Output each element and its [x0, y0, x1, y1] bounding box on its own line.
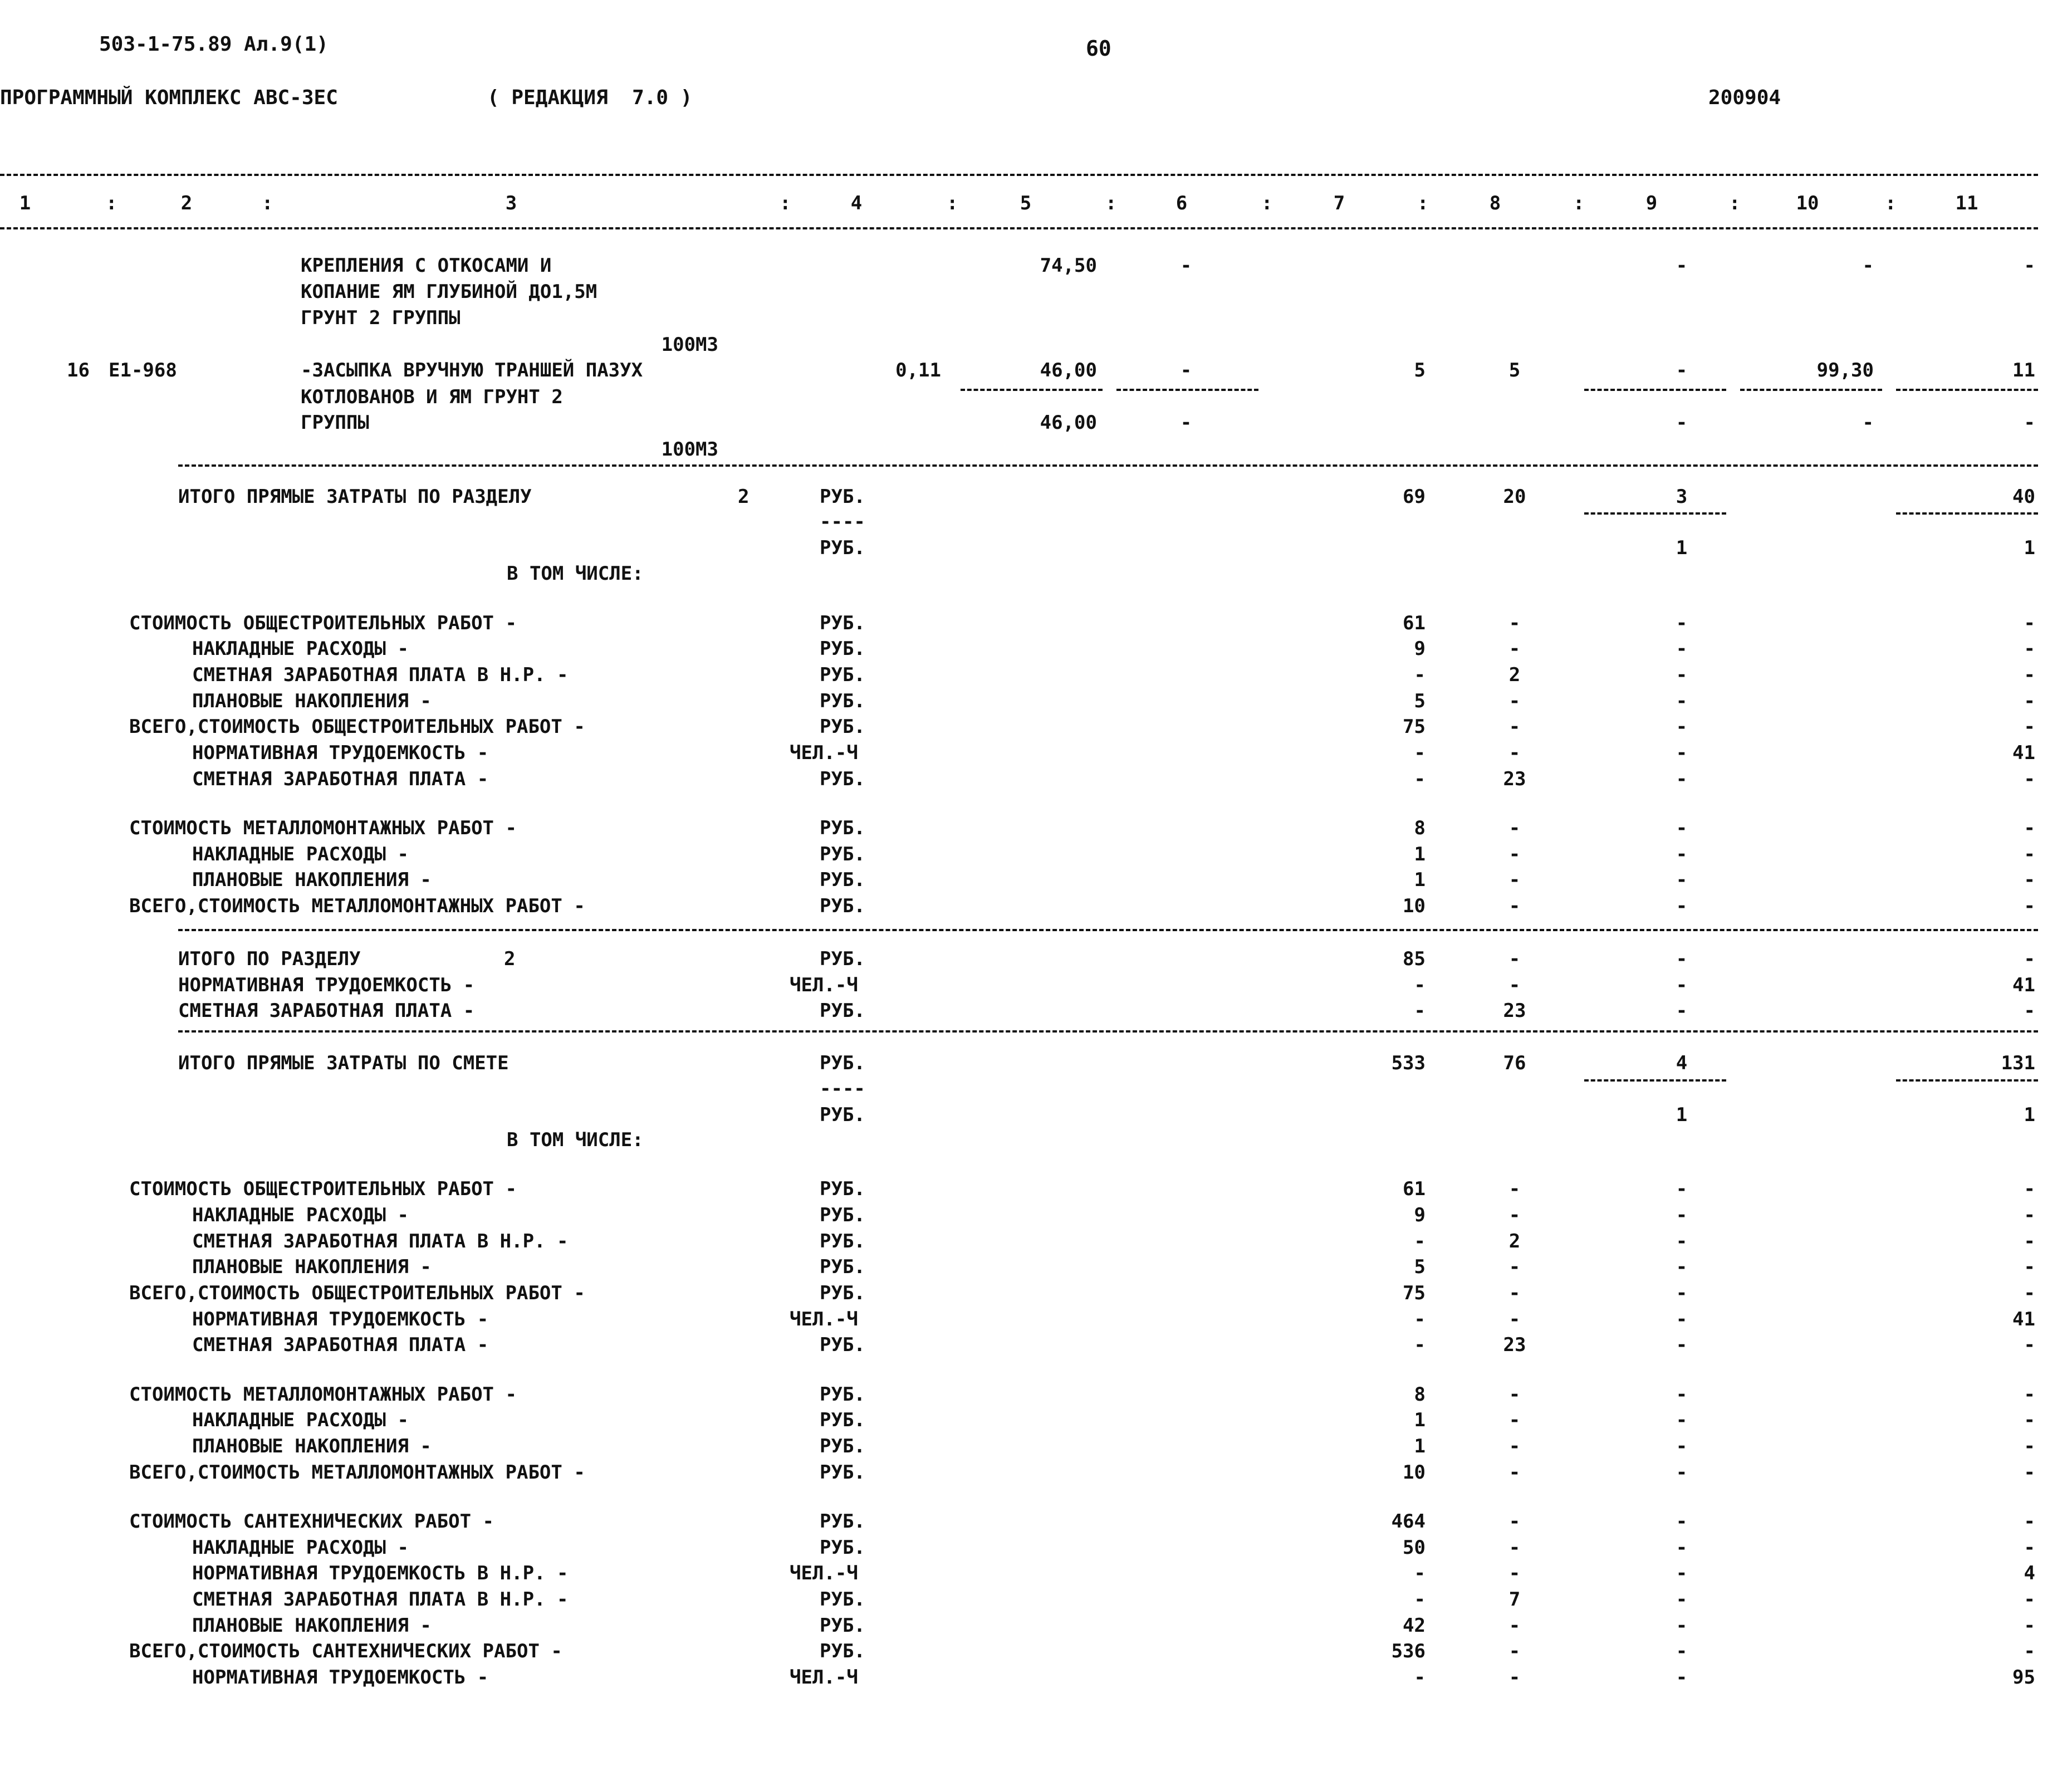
cell-l2: СМЕТНАЯ ЗАРАБОТНАЯ ПЛАТА -: [192, 768, 489, 790]
column-header-9: 9: [1645, 192, 1658, 214]
section-total-rule: [178, 929, 2038, 931]
cell-c8: -: [1508, 1204, 1521, 1226]
cell-u: РУБ.: [820, 1178, 865, 1200]
cell-c9: -: [1676, 1230, 1688, 1253]
subtotal-rule-col5: [961, 389, 1103, 391]
cell-c8: -: [1508, 1256, 1521, 1278]
cell-l2: ПЛАНОВЫЕ НАКОПЛЕНИЯ -: [192, 1435, 432, 1457]
cell-c8: -: [1508, 1640, 1521, 1662]
cell-c6: -: [1180, 255, 1192, 277]
cell-c8: -: [1508, 1435, 1521, 1457]
subtotal-rule-col11: [1896, 389, 2038, 391]
column-header-10: 10: [1796, 192, 1819, 214]
cell-c5: 74,50: [1040, 255, 1097, 277]
cell-l2: НОРМАТИВНАЯ ТРУДОЕМКОСТЬ В Н.Р. -: [192, 1562, 569, 1584]
cell-c8: 23: [1503, 1000, 1526, 1022]
cell-c11: -: [2024, 1204, 2035, 1226]
cell-c11: 41: [2012, 742, 2035, 764]
cell-c3: ГРУППЫ: [301, 412, 369, 434]
cell-u: РУБ.: [820, 690, 865, 712]
cell-u: РУБ.: [820, 869, 865, 891]
estimate-total-rule: [178, 1030, 2038, 1033]
document-code: 200904: [1708, 86, 1781, 109]
cell-lx: ВСЕГО,СТОИМОСТЬ ОБЩЕСТРОИТЕЛЬНЫХ РАБОТ -: [129, 716, 585, 738]
cell-u: РУБ.: [820, 1383, 865, 1406]
cell-c9: -: [1676, 255, 1688, 277]
cell-u: РУБ.: [820, 1435, 865, 1457]
cell-c11: 95: [2012, 1666, 2035, 1689]
cell-c3: КОТЛОВАНОВ И ЯМ ГРУНТ 2: [301, 386, 563, 408]
cell-c7: 536: [1391, 1640, 1426, 1662]
cell-c8: -: [1508, 1562, 1521, 1584]
cell-c11: 41: [2012, 1308, 2035, 1330]
cell-c9: -: [1676, 817, 1688, 839]
cell-l2: НОРМАТИВНАЯ ТРУДОЕМКОСТЬ -: [192, 742, 489, 764]
cell-c9: -: [1676, 1409, 1688, 1431]
cell-c8: -: [1508, 1614, 1521, 1637]
cell-c8: 5: [1508, 359, 1521, 381]
cell-c10: -: [1862, 412, 1874, 434]
subtotal-rule-col6: [1116, 389, 1258, 391]
cell-u: РУБ.: [820, 1510, 865, 1533]
cell-u: РУБ.: [820, 1614, 865, 1637]
column-separator: :: [262, 192, 273, 214]
cell-c11: -: [2024, 1461, 2035, 1484]
cell-c8: -: [1508, 716, 1521, 738]
cell-u: РУБ.: [820, 1588, 865, 1611]
cell-c8: 20: [1503, 486, 1526, 508]
cell-c7: 8: [1414, 1383, 1426, 1406]
cell-c9: -: [1676, 1308, 1688, 1330]
cell-c8: -: [1508, 638, 1521, 660]
cell-c11: -: [2024, 1409, 2035, 1431]
cell-c11: -: [2024, 1435, 2035, 1457]
cell-c3: ГРУНТ 2 ГРУППЫ: [301, 307, 461, 329]
cell-c7: 5: [1414, 1256, 1426, 1278]
cell-c7: 42: [1403, 1614, 1426, 1637]
cell-l2: НАКЛАДНЫЕ РАСХОДЫ -: [192, 1409, 409, 1431]
cell-c9: -: [1676, 1204, 1688, 1226]
cell-c8: -: [1508, 1282, 1521, 1304]
cell-c3r: 100М3: [661, 334, 718, 356]
cell-c3: КОПАНИЕ ЯМ ГЛУБИНОЙ ДО1,5М: [301, 281, 597, 303]
cell-lx: ВСЕГО,СТОИМОСТЬ МЕТАЛЛОМОНТАЖНЫХ РАБОТ -: [129, 895, 585, 917]
cell-c11: -: [2024, 1537, 2035, 1559]
cell-c11: -: [2024, 817, 2035, 839]
cell-c11: -: [2024, 255, 2035, 277]
cell-u: РУБ.: [820, 1537, 865, 1559]
cell-l2: ПЛАНОВЫЕ НАКОПЛЕНИЯ -: [192, 869, 432, 891]
cell-c3r: 100М3: [661, 438, 718, 461]
column-header-6: 6: [1175, 192, 1188, 214]
cell-uw: ЧЕЛ.-Ч: [790, 742, 858, 764]
cell-c7: 533: [1391, 1052, 1426, 1074]
cell-c9: -: [1676, 768, 1688, 790]
cell-c9: -: [1676, 1334, 1688, 1356]
cell-c7: 61: [1403, 612, 1426, 634]
cell-c9: -: [1676, 1562, 1688, 1584]
cell-c11: 4: [2024, 1562, 2035, 1584]
cell-c8: 23: [1503, 768, 1526, 790]
cell-c11: -: [2024, 895, 2035, 917]
cell-c9: -: [1676, 1666, 1688, 1689]
cell-c7: -: [1414, 742, 1426, 764]
cell-c8: -: [1508, 612, 1521, 634]
column-separator: :: [1105, 192, 1117, 214]
cell-c1: 16: [67, 359, 90, 381]
cell-c8: -: [1508, 974, 1521, 996]
cell-u: РУБ.: [820, 638, 865, 660]
cell-lx: ВСЕГО,СТОИМОСТЬ САНТЕХНИЧЕСКИХ РАБОТ -: [129, 1640, 562, 1662]
cell-c9: -: [1676, 1256, 1688, 1278]
cell-c11: -: [2024, 412, 2035, 434]
cell-l0: СТОИМОСТЬ ОБЩЕСТРОИТЕЛЬНЫХ РАБОТ -: [129, 612, 517, 634]
cell-c9: -: [1676, 412, 1688, 434]
cell-u: РУБ.: [820, 537, 865, 559]
cell-u: РУБ.: [820, 486, 865, 508]
cell-uw: ЧЕЛ.-Ч: [790, 974, 858, 996]
cell-l2: СМЕТНАЯ ЗАРАБОТНАЯ ПЛАТА В Н.Р. -: [192, 1588, 569, 1611]
cell-l2: НАКЛАДНЫЕ РАСХОДЫ -: [192, 1204, 409, 1226]
cell-c9: -: [1676, 1461, 1688, 1484]
page-number: 60: [1086, 36, 1111, 61]
cell-c10: -: [1862, 255, 1874, 277]
cell-c3: КРЕПЛЕНИЯ С ОТКОСАМИ И: [301, 255, 552, 277]
cell-c11: -: [2024, 869, 2035, 891]
cell-c9: -: [1676, 1537, 1688, 1559]
section-rule: [178, 464, 2038, 467]
cell-u: РУБ.: [820, 1409, 865, 1431]
subtotal-rule-col11-c: [1896, 1079, 2038, 1082]
cell-u: РУБ.: [820, 1334, 865, 1356]
cell-l2: СМЕТНАЯ ЗАРАБОТНАЯ ПЛАТА В Н.Р. -: [192, 1230, 569, 1253]
cell-c11: -: [2024, 1230, 2035, 1253]
cell-c9: -: [1676, 1588, 1688, 1611]
cell-l0: СТОИМОСТЬ ОБЩЕСТРОИТЕЛЬНЫХ РАБОТ -: [129, 1178, 517, 1200]
cell-c11: 11: [2012, 359, 2035, 381]
cell-u: РУБ.: [820, 817, 865, 839]
cell-c9: -: [1676, 869, 1688, 891]
subtotal-rule-col9-c: [1584, 1079, 1726, 1082]
cell-c11: -: [2024, 1383, 2035, 1406]
cell-c8: 2: [1508, 664, 1521, 686]
cell-c8: -: [1508, 1537, 1521, 1559]
cell-c7: 1: [1414, 1435, 1426, 1457]
cell-c7: -: [1414, 1230, 1426, 1253]
cell-c8: -: [1508, 948, 1521, 970]
cell-c7: 75: [1403, 1282, 1426, 1304]
cell-lx: ВСЕГО,СТОИМОСТЬ ОБЩЕСТРОИТЕЛЬНЫХ РАБОТ -: [129, 1282, 585, 1304]
cell-c7: 9: [1414, 1204, 1426, 1226]
column-separator: :: [106, 192, 117, 214]
column-separator: :: [1261, 192, 1273, 214]
cell-l2: НОРМАТИВНАЯ ТРУДОЕМКОСТЬ -: [192, 1308, 489, 1330]
cell-c9: -: [1676, 1614, 1688, 1637]
cell-c9: -: [1676, 1640, 1688, 1662]
cell-u: ----: [820, 511, 865, 533]
cell-c8: -: [1508, 1308, 1521, 1330]
cell-u: РУБ.: [820, 1052, 865, 1074]
cell-c11: -: [2024, 768, 2035, 790]
cell-c9: 1: [1676, 1104, 1688, 1126]
cell-u: РУБ.: [820, 1461, 865, 1484]
cell-uw: ЧЕЛ.-Ч: [790, 1666, 858, 1689]
cell-c11: -: [2024, 1256, 2035, 1278]
subtotal-rule-col9: [1584, 389, 1726, 391]
cell-c7: 69: [1403, 486, 1426, 508]
cell-c7: -: [1414, 1562, 1426, 1584]
column-separator: :: [1885, 192, 1897, 214]
cell-u: РУБ.: [820, 716, 865, 738]
subtotal-rule-col11-b: [1896, 512, 2038, 515]
cell-c8: -: [1508, 1409, 1521, 1431]
cell-c11: -: [2024, 1510, 2035, 1533]
cell-c9: -: [1676, 1435, 1688, 1457]
cell-l2: НАКЛАДНЫЕ РАСХОДЫ -: [192, 1537, 409, 1559]
cell-c7: 50: [1403, 1537, 1426, 1559]
cell-c11: 1: [2024, 1104, 2035, 1126]
cell-uw: ЧЕЛ.-Ч: [790, 1562, 858, 1584]
cell-c9: -: [1676, 948, 1688, 970]
cell-c9: -: [1676, 895, 1688, 917]
cell-c9: -: [1676, 690, 1688, 712]
cell-c8: 2: [1508, 1230, 1521, 1253]
cell-c5: 46,00: [1040, 412, 1097, 434]
cell-c11: -: [2024, 1178, 2035, 1200]
cell-u: РУБ.: [820, 948, 865, 970]
cell-c11: 1: [2024, 537, 2035, 559]
cell-u: РУБ.: [820, 1204, 865, 1226]
cell-c8: -: [1508, 843, 1521, 865]
cell-c10: 99,30: [1816, 359, 1874, 381]
cell-c11: 131: [2001, 1052, 2035, 1074]
cell-c7: 85: [1403, 948, 1426, 970]
cell-c7: 75: [1403, 716, 1426, 738]
cell-c7: 10: [1403, 1461, 1426, 1484]
cell-c9: 3: [1676, 486, 1688, 508]
cell-uw: ЧЕЛ.-Ч: [790, 1308, 858, 1330]
cell-l1: ИТОГО ПРЯМЫЕ ЗАТРАТЫ ПО СМЕТЕ: [178, 1052, 509, 1074]
cell-c9: -: [1676, 1510, 1688, 1533]
program-edition: ( РЕДАКЦИЯ 7.0 ): [487, 86, 693, 109]
cell-l2: ПЛАНОВЫЕ НАКОПЛЕНИЯ -: [192, 1256, 432, 1278]
cell-c7: 1: [1414, 869, 1426, 891]
cell-c11: -: [2024, 948, 2035, 970]
column-separator: :: [947, 192, 958, 214]
header-rule-bottom: [0, 227, 2038, 229]
cell-l1: НОРМАТИВНАЯ ТРУДОЕМКОСТЬ -: [178, 974, 475, 996]
cell-l1: ИТОГО ПО РАЗДЕЛУ: [178, 948, 361, 970]
cell-u: РУБ.: [820, 612, 865, 634]
cell-c9: -: [1676, 742, 1688, 764]
cell-m: В ТОМ ЧИСЛЕ:: [507, 562, 644, 585]
cell-c7: 5: [1414, 690, 1426, 712]
cell-c9: -: [1676, 974, 1688, 996]
subtotal-rule-col10: [1740, 389, 1882, 391]
cell-c11: -: [2024, 690, 2035, 712]
column-header-1: 1: [19, 192, 31, 214]
cell-c9: -: [1676, 716, 1688, 738]
header-rule-top: [0, 174, 2038, 176]
cell-c8: -: [1508, 869, 1521, 891]
cell-c9: 4: [1676, 1052, 1688, 1074]
cell-c8: -: [1508, 1666, 1521, 1689]
cell-c7: 10: [1403, 895, 1426, 917]
cell-c11: -: [2024, 1588, 2035, 1611]
column-header-3: 3: [505, 192, 517, 214]
cell-c7: 61: [1403, 1178, 1426, 1200]
cell-l0: СТОИМОСТЬ САНТЕХНИЧЕСКИХ РАБОТ -: [129, 1510, 494, 1533]
cell-c9: -: [1676, 1178, 1688, 1200]
cell-c9: -: [1676, 843, 1688, 865]
cell-c8: 7: [1508, 1588, 1521, 1611]
cell-c9: -: [1676, 1282, 1688, 1304]
cell-c11: -: [2024, 716, 2035, 738]
cell-u: РУБ.: [820, 1640, 865, 1662]
cell-u: РУБ.: [820, 1000, 865, 1022]
cell-c7: -: [1414, 1000, 1426, 1022]
cell-l2: ПЛАНОВЫЕ НАКОПЛЕНИЯ -: [192, 690, 432, 712]
cell-c6: -: [1180, 359, 1192, 381]
cell-u: РУБ.: [820, 664, 865, 686]
column-header-2: 2: [180, 192, 193, 214]
cell-c5: 46,00: [1040, 359, 1097, 381]
program-name: ПРОГРАММНЫЙ КОМПЛЕКС АВС-ЗЕС: [0, 86, 338, 109]
document-id: 503-1-75.89 Ал.9(1): [99, 33, 329, 56]
cell-c11: -: [2024, 1614, 2035, 1637]
cell-c7: 8: [1414, 817, 1426, 839]
cell-u: РУБ.: [820, 1104, 865, 1126]
cell-l2: НОРМАТИВНАЯ ТРУДОЕМКОСТЬ -: [192, 1666, 489, 1689]
column-separator: :: [1573, 192, 1585, 214]
cell-l2: НАКЛАДНЫЕ РАСХОДЫ -: [192, 638, 409, 660]
cell-c11: -: [2024, 1282, 2035, 1304]
cell-l1n2: 2: [504, 948, 516, 970]
cell-c9: -: [1676, 1000, 1688, 1022]
cell-c9: -: [1676, 664, 1688, 686]
cell-c7: -: [1414, 768, 1426, 790]
cell-c11: -: [2024, 664, 2035, 686]
cell-l2: СМЕТНАЯ ЗАРАБОТНАЯ ПЛАТА -: [192, 1334, 489, 1356]
cell-c8: -: [1508, 1383, 1521, 1406]
column-separator: :: [780, 192, 791, 214]
cell-c2: Е1-968: [109, 359, 177, 381]
cell-c8: -: [1508, 742, 1521, 764]
cell-c11: -: [2024, 1334, 2035, 1356]
cell-l1: ИТОГО ПРЯМЫЕ ЗАТРАТЫ ПО РАЗДЕЛУ: [178, 486, 532, 508]
cell-c11: -: [2024, 612, 2035, 634]
cell-u: РУБ.: [820, 843, 865, 865]
cell-c7: 5: [1414, 359, 1426, 381]
cell-lx: ВСЕГО,СТОИМОСТЬ МЕТАЛЛОМОНТАЖНЫХ РАБОТ -: [129, 1461, 585, 1484]
cell-c8: 23: [1503, 1334, 1526, 1356]
column-header-4: 4: [850, 192, 863, 214]
cell-u: РУБ.: [820, 1256, 865, 1278]
cell-l2: СМЕТНАЯ ЗАРАБОТНАЯ ПЛАТА В Н.Р. -: [192, 664, 569, 686]
cell-c7: -: [1414, 1666, 1426, 1689]
cell-c11: -: [2024, 638, 2035, 660]
cell-c7: 1: [1414, 1409, 1426, 1431]
cell-c9: -: [1676, 638, 1688, 660]
cell-c9: -: [1676, 612, 1688, 634]
cell-c8: -: [1508, 895, 1521, 917]
cell-l1n: 2: [738, 486, 750, 508]
cell-c7: -: [1414, 1334, 1426, 1356]
cell-c8: -: [1508, 1461, 1521, 1484]
subtotal-rule-col9-b: [1584, 512, 1726, 515]
cell-c7: 9: [1414, 638, 1426, 660]
cell-c8: -: [1508, 1510, 1521, 1533]
cell-l0: СТОИМОСТЬ МЕТАЛЛОМОНТАЖНЫХ РАБОТ -: [129, 1383, 517, 1406]
cell-l0: СТОИМОСТЬ МЕТАЛЛОМОНТАЖНЫХ РАБОТ -: [129, 817, 517, 839]
cell-c4: 0,11: [895, 359, 941, 381]
cell-u: РУБ.: [820, 1230, 865, 1253]
cell-c11: -: [2024, 1640, 2035, 1662]
cell-c8: -: [1508, 817, 1521, 839]
cell-m: В ТОМ ЧИСЛЕ:: [507, 1129, 644, 1151]
cell-l2: НАКЛАДНЫЕ РАСХОДЫ -: [192, 843, 409, 865]
cell-c7: -: [1414, 664, 1426, 686]
column-header-5: 5: [1020, 192, 1032, 214]
cell-c9: -: [1676, 1383, 1688, 1406]
cell-u: РУБ.: [820, 1282, 865, 1304]
cell-c11: -: [2024, 843, 2035, 865]
column-header-7: 7: [1333, 192, 1345, 214]
cell-c7: -: [1414, 1308, 1426, 1330]
cell-c3: -ЗАСЫПКА ВРУЧНУЮ ТРАНШЕЙ ПАЗУХ: [301, 359, 643, 381]
cell-l1: СМЕТНАЯ ЗАРАБОТНАЯ ПЛАТА -: [178, 1000, 475, 1022]
cell-c7: 1: [1414, 843, 1426, 865]
cell-c6: -: [1180, 412, 1192, 434]
cell-c9: 1: [1676, 537, 1688, 559]
cell-c7: 464: [1391, 1510, 1426, 1533]
column-header-8: 8: [1489, 192, 1501, 214]
cell-u: РУБ.: [820, 768, 865, 790]
cell-u: РУБ.: [820, 895, 865, 917]
cell-c11: -: [2024, 1000, 2035, 1022]
cell-c7: -: [1414, 1588, 1426, 1611]
cell-l2: ПЛАНОВЫЕ НАКОПЛЕНИЯ -: [192, 1614, 432, 1637]
cell-c11: 41: [2012, 974, 2035, 996]
cell-c9: -: [1676, 359, 1688, 381]
cell-c11: 40: [2012, 486, 2035, 508]
cell-c8: 76: [1503, 1052, 1526, 1074]
cell-u: ----: [820, 1078, 865, 1100]
column-separator: :: [1417, 192, 1429, 214]
cell-c7: -: [1414, 974, 1426, 996]
cell-c8: -: [1508, 690, 1521, 712]
cell-c8: -: [1508, 1178, 1521, 1200]
column-header-11: 11: [1955, 192, 1978, 214]
column-separator: :: [1729, 192, 1741, 214]
